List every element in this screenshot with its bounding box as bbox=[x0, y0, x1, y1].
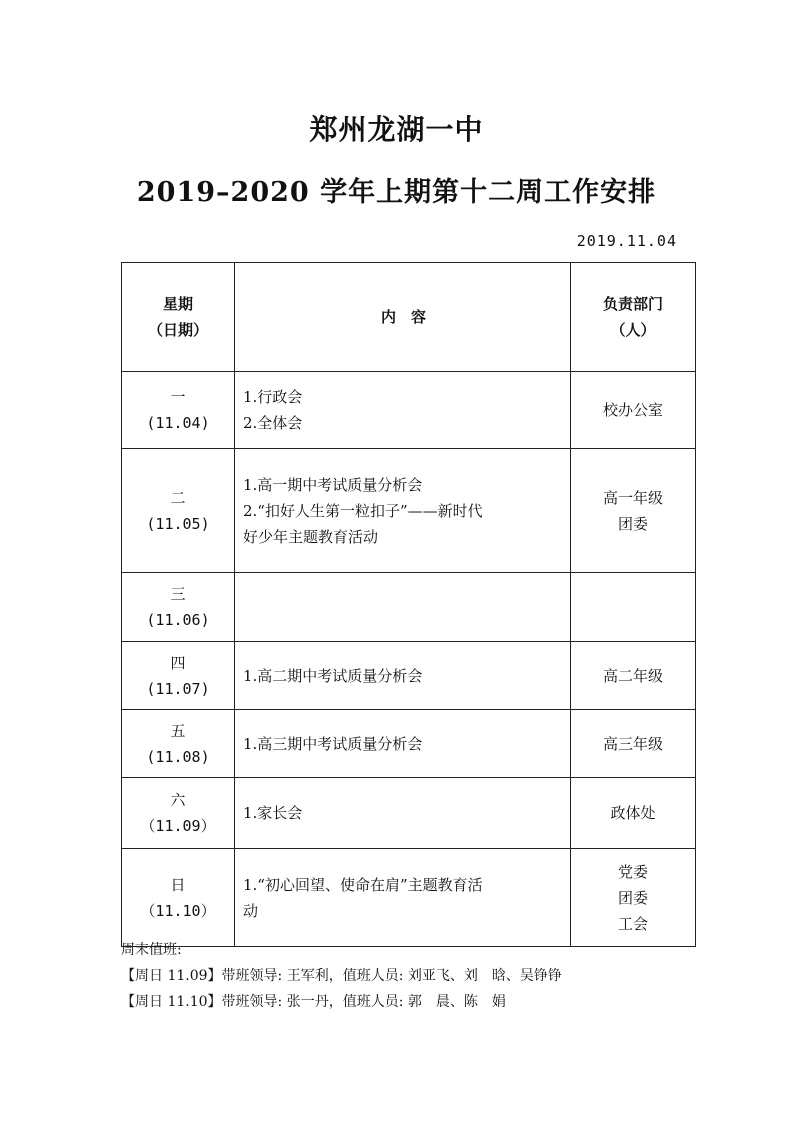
dept-cell bbox=[571, 710, 696, 778]
weekday: 日 bbox=[170, 875, 186, 894]
dept-name: 校办公室 bbox=[602, 401, 663, 419]
day-date: (11.04) bbox=[146, 414, 210, 432]
dept-name: 工会 bbox=[617, 914, 648, 933]
duty-line: 【周日 11.10】带班领导: 张一丹，值班人员: 郭 晨、陈 娟 bbox=[121, 994, 506, 1010]
dept-cell bbox=[571, 849, 696, 947]
schedule-table bbox=[121, 262, 696, 947]
day-cell bbox=[122, 642, 235, 710]
content-cell bbox=[235, 849, 571, 947]
column-header-day bbox=[122, 263, 235, 372]
dept-name: 高三年级 bbox=[602, 734, 663, 753]
day-date: (11.08) bbox=[146, 747, 210, 766]
weekday: 一 bbox=[170, 388, 186, 406]
table-row bbox=[122, 849, 696, 947]
content-cell bbox=[235, 449, 571, 573]
content-cell bbox=[235, 710, 571, 778]
table-row bbox=[122, 778, 696, 849]
dept-name: 团委 bbox=[617, 888, 648, 907]
content-item: 1.高二期中考试质量分析会 bbox=[243, 666, 423, 685]
weekday: 五 bbox=[170, 721, 186, 740]
content-item: 好少年主题教育活动 bbox=[243, 527, 379, 546]
weekday: 四 bbox=[170, 653, 186, 672]
day-cell bbox=[122, 849, 235, 947]
content-item: 2.“扣好人生第一粒扣子”——新时代 bbox=[243, 501, 483, 520]
day-date: (11.05) bbox=[146, 514, 210, 533]
day-date: (11.07) bbox=[146, 679, 210, 698]
column-header-day-label: 星期 bbox=[162, 295, 193, 313]
column-header-person-label: （人） bbox=[610, 321, 656, 339]
column-header-dept bbox=[571, 263, 696, 372]
dept-cell bbox=[571, 372, 696, 449]
content-cell bbox=[235, 573, 571, 642]
duty-line: 【周日 11.09】带班领导: 王军利，值班人员: 刘亚飞、刘 晗、吴铮铮 bbox=[121, 968, 562, 984]
day-date: （11.10） bbox=[140, 901, 216, 920]
content-cell bbox=[235, 778, 571, 849]
table-row bbox=[122, 710, 696, 778]
document-date: 2019.11.04 bbox=[576, 232, 677, 250]
page-title: 2019–2020 学年上期第十二周工作安排 bbox=[136, 177, 657, 208]
dept-cell bbox=[571, 449, 696, 573]
day-cell bbox=[122, 710, 235, 778]
dept-name: 高一年级 bbox=[602, 488, 663, 507]
dept-cell bbox=[571, 573, 696, 642]
content-item: 1.家长会 bbox=[243, 804, 303, 822]
content-item: 1.高一期中考试质量分析会 bbox=[243, 475, 423, 494]
day-date: (11.06) bbox=[146, 611, 210, 629]
weekday: 二 bbox=[170, 488, 186, 507]
content-cell bbox=[235, 372, 571, 449]
dept-cell bbox=[571, 642, 696, 710]
day-cell bbox=[122, 778, 235, 849]
table-header-row bbox=[122, 263, 696, 372]
column-header-date-label: （日期） bbox=[147, 321, 208, 339]
table-row bbox=[122, 449, 696, 573]
dept-name: 高二年级 bbox=[602, 666, 663, 685]
weekday: 三 bbox=[170, 585, 186, 603]
school-name: 郑州龙湖一中 bbox=[309, 113, 484, 146]
content-item: 1.高三期中考试质量分析会 bbox=[243, 734, 423, 753]
weekend-duty-section bbox=[121, 937, 562, 1015]
dept-name: 团委 bbox=[617, 514, 648, 533]
table-row bbox=[122, 573, 696, 642]
day-cell bbox=[122, 449, 235, 573]
column-header-dept-label: 负责部门 bbox=[602, 295, 663, 313]
table-row bbox=[122, 372, 696, 449]
day-cell bbox=[122, 372, 235, 449]
table-row bbox=[122, 642, 696, 710]
column-header-content: 内 容 bbox=[235, 263, 571, 372]
day-date: （11.09） bbox=[140, 817, 216, 835]
content-item: 动 bbox=[243, 901, 259, 920]
dept-name: 党委 bbox=[617, 862, 648, 881]
content-item: 2.全体会 bbox=[243, 414, 303, 432]
dept-cell bbox=[571, 778, 696, 849]
weekday: 六 bbox=[170, 791, 186, 809]
content-cell bbox=[235, 642, 571, 710]
day-cell bbox=[122, 573, 235, 642]
dept-name: 政体处 bbox=[610, 804, 656, 822]
weekend-duty-heading: 周末值班: bbox=[121, 942, 182, 958]
content-item: 1.“初心回望、使命在肩”主题教育活 bbox=[243, 875, 483, 894]
content-item: 1.行政会 bbox=[243, 388, 303, 406]
